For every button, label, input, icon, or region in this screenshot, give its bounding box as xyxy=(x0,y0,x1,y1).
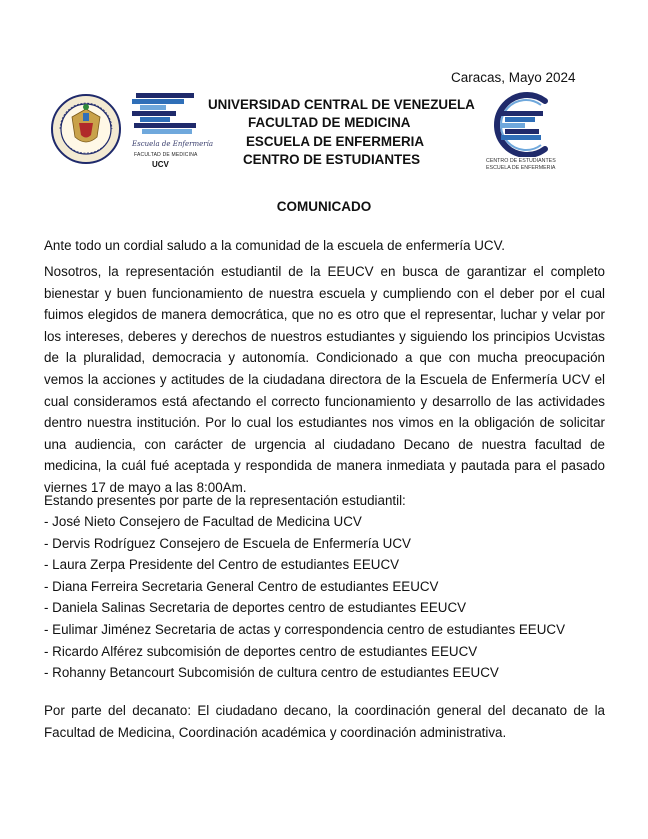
attendees-intro: Estando presentes por parte de la representación estudiantil: xyxy=(44,493,406,508)
document-date: Caracas, Mayo 2024 xyxy=(451,70,576,85)
institution-line-university: UNIVERSIDAD CENTRAL DE VENEZUELA xyxy=(208,97,475,112)
student-center-caption: CENTRO DE ESTUDIANTES ESCUELA DE ENFERMERIA xyxy=(486,158,556,171)
greeting-paragraph: Ante todo un cordial saludo a la comunidad de la escuela de enfermería UCV. xyxy=(44,238,506,253)
attendees-list xyxy=(44,511,605,684)
ucv-seal-logo xyxy=(50,93,122,165)
ee-stripes-icon xyxy=(130,93,208,139)
list-item: - Diana Ferreira Secretaria General Centro de estudiantes EEUCV xyxy=(44,578,439,594)
list-item: - Dervis Rodríguez Consejero de Escuela de Enfermería UCV xyxy=(44,535,411,551)
list-item: - Eulimar Jiménez Secretaria de actas y correspondencia centro de estudiantes EEUCV xyxy=(44,621,565,637)
main-paragraph: Nosotros, la representación estudiantil de la EEUCV en busca de garantizar el completo bienestar y buen funcionamiento de nuestra escuela y cumpliendo con el deber por el cual fuimos elegidos de manera democrática, que no es otro que el representar, luchar y velar por los intereses, deberes y derechos de nuestros estudiantes y siguiendo los principios Ucvistas de la pluralidad, democracia y autonomía. Condicionado a que con mucha preocupación vemos la acciones y actitudes de la ciudadana directora de la Escuela de Enfermería UCV el cual consideramos está afectando el correcto funcionamiento y desarrollo de las actividades dentro nuestra institución. Por lo cual los estudiantes nos vimos en la obligación de solicitar una audiencia, con carácter de urgencia al ciudadano Decano de nuestra facultad de medicina, la cuál fué aceptada y respondida de manera inmediata y pautada para el pasado viernes 17 de mayo a las 8:00Am. xyxy=(44,264,605,495)
institution-line-school: ESCUELA DE ENFERMERIA xyxy=(246,133,425,149)
document-title: COMUNICADO xyxy=(276,199,372,214)
list-item: - Daniela Salinas Secretaria de deportes centro de estudiantes EEUCV xyxy=(44,600,467,616)
list-item: - Ricardo Alférez subcomisión de deportes centro de estudiantes EEUCV xyxy=(44,643,478,659)
nursing-school-logo xyxy=(130,93,213,175)
institution-line-faculty: FACULTAD DE MEDICINA xyxy=(248,115,411,131)
deanery-paragraph: Por parte del decanato: El ciudadano decano, la coordinación general del decanato de la Facultad de Medicina, Coordinación académica y coordinación administrativa. xyxy=(44,703,605,740)
nursing-school-script: Escuela de Enfermería xyxy=(132,140,213,148)
student-center-logo xyxy=(483,91,573,177)
nursing-school-ucv: UCV xyxy=(152,160,169,169)
list-item: - Laura Zerpa Presidente del Centro de estudiantes EEUCV xyxy=(44,557,400,573)
nursing-school-faculty: FACULTAD DE MEDICINA xyxy=(134,152,198,158)
ce-circle-icon xyxy=(483,91,573,157)
institution-heading xyxy=(208,96,475,169)
list-item: - Rohanny Betancourt Subcomisión de cultura centro de estudiantes EEUCV xyxy=(44,665,499,681)
institution-line-center: CENTRO DE ESTUDIANTES xyxy=(243,151,421,167)
list-item: - José Nieto Consejero de Facultad de Medicina UCV xyxy=(44,514,362,529)
